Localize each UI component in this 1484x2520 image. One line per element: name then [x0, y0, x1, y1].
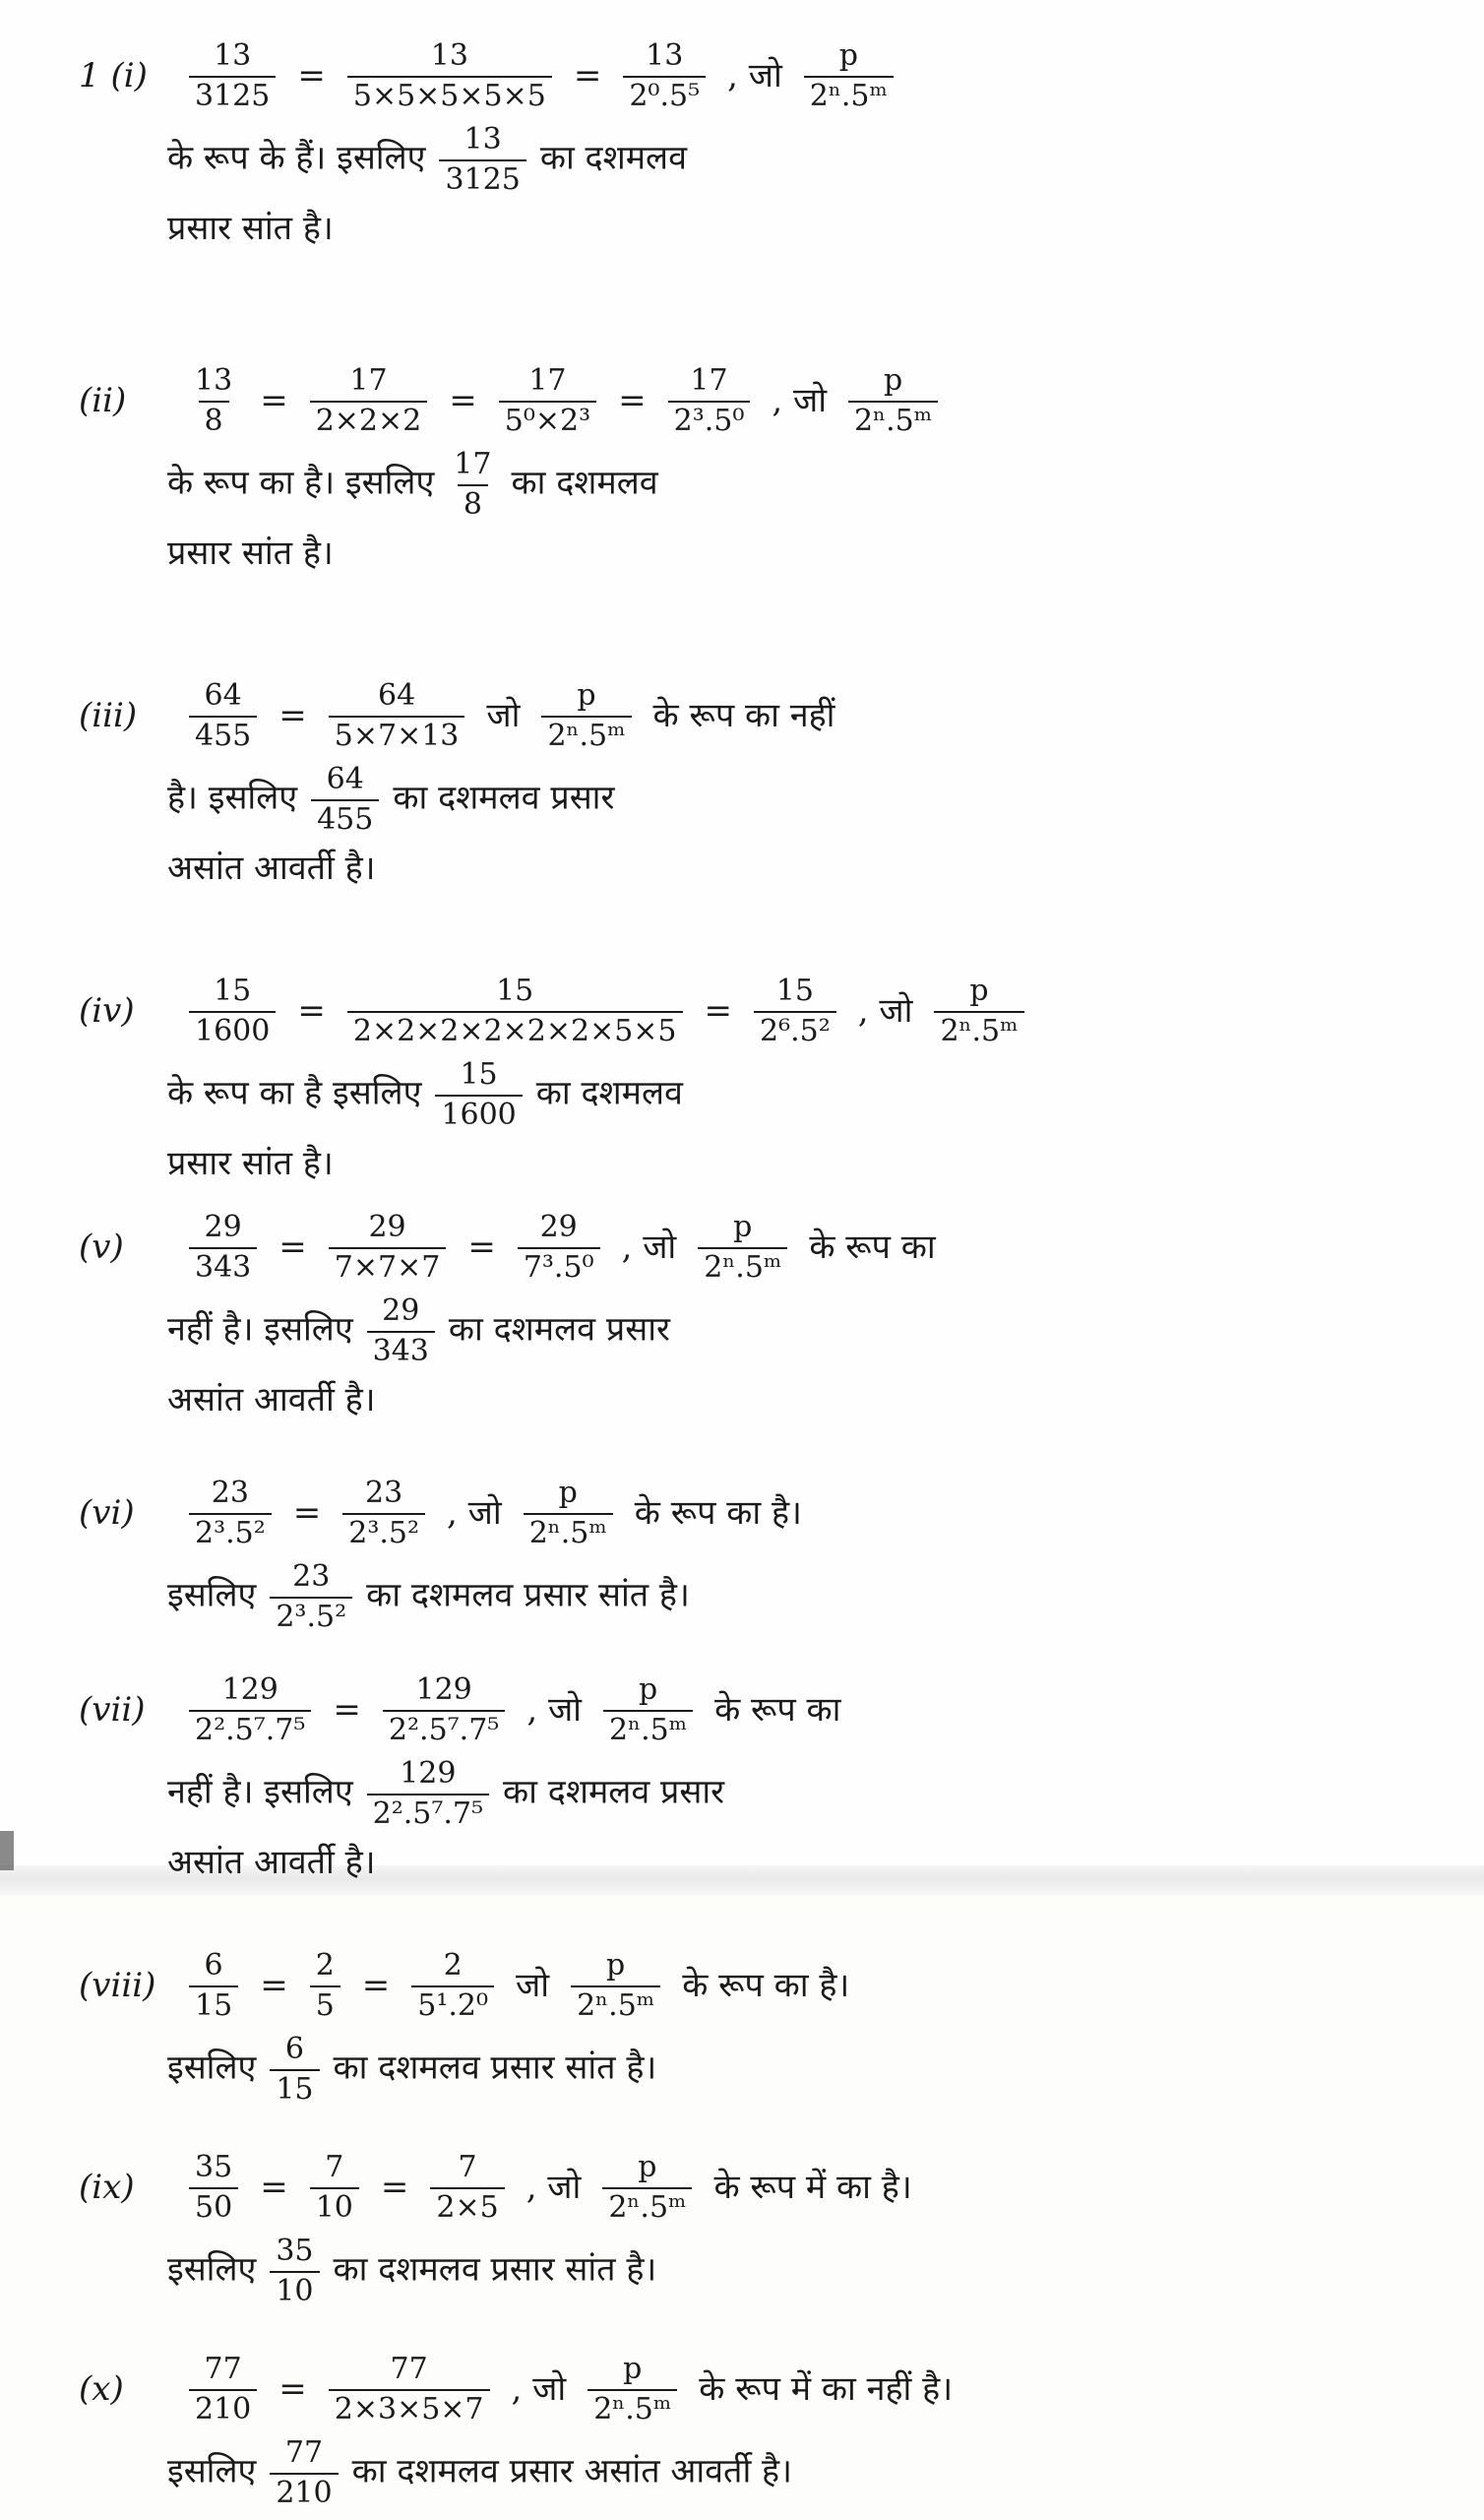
explanation-text: का दशमलव [539, 138, 688, 178]
jo-text: , जो [857, 990, 913, 1031]
explanation-text: के रूप के हैं। इसलिए [167, 138, 426, 178]
numerator: 77 [284, 2435, 324, 2470]
denominator: 2ⁿ.5ᵐ [934, 1011, 1023, 1049]
equals-sign: = [297, 55, 326, 95]
numerator: 77 [390, 2352, 428, 2386]
denominator: 455 [189, 716, 257, 754]
numerator: 64 [204, 678, 242, 713]
question-1-i [79, 39, 1397, 252]
explanation-text: का दशमलव प्रसार सांत है। [366, 1575, 690, 1615]
denominator: 7×7×7 [329, 1247, 447, 1286]
equals-sign: = [260, 380, 288, 420]
explanation-text: का दशमलव प्रसार [503, 1772, 725, 1812]
fraction [343, 39, 556, 113]
denominator: 2ⁿ.5ᵐ [603, 1710, 693, 1748]
question-label: (vii) [79, 1689, 146, 1730]
conclusion-line: प्रसार सांत है। [167, 209, 334, 248]
explanation-line [79, 448, 1397, 522]
numerator: 129 [221, 1672, 278, 1707]
numerator: p [969, 974, 989, 1008]
denominator: 15 [270, 2069, 319, 2108]
jo-text: , जो [526, 2167, 582, 2207]
question-viii [79, 1949, 1397, 2107]
denominator: 15 [189, 1985, 238, 2024]
fraction [185, 39, 279, 113]
form-fraction [930, 975, 1027, 1048]
explanation-text: का दशमलव प्रसार असांत आवर्ती है। [351, 2451, 792, 2491]
equals-sign: = [361, 1965, 391, 2005]
denominator: 2².5⁷.7⁵ [189, 1710, 311, 1748]
denominator: 2³.5² [342, 1513, 425, 1551]
numerator: 29 [382, 1293, 420, 1328]
question-label: (v) [79, 1227, 124, 1267]
equation-row [79, 39, 1397, 113]
numerator: 35 [195, 2150, 233, 2184]
denominator: 2ⁿ.5ᵐ [524, 1513, 613, 1551]
denominator: 2ⁿ.5ᵐ [602, 2187, 692, 2226]
denominator: 2⁰.5⁵ [623, 76, 706, 114]
explanation-line [79, 2235, 1397, 2308]
fraction [495, 364, 600, 438]
numerator: 129 [415, 1672, 472, 1707]
equals-sign: = [449, 380, 477, 420]
conclusion-line: असांत आवर्ती है। [167, 849, 376, 888]
denominator: 7³.5⁰ [518, 1247, 600, 1286]
equation-row [79, 679, 1397, 753]
denominator: 2ⁿ.5ᵐ [698, 1247, 787, 1286]
question-v [79, 1211, 1397, 1423]
question-iv [79, 975, 1397, 1187]
reference-fraction [444, 448, 501, 522]
denominator: 2ⁿ.5ᵐ [804, 76, 894, 114]
denominator: 1600 [435, 1095, 522, 1133]
fraction [514, 1211, 604, 1285]
equation-row [79, 364, 1397, 438]
numerator: 15 [460, 1057, 498, 1092]
equals-sign: = [260, 2167, 288, 2207]
jo-text: , जो [511, 2368, 567, 2409]
denominator: 8 [458, 484, 488, 523]
explanation-line [79, 1560, 1397, 1634]
equation-row [79, 2353, 1397, 2426]
fraction [426, 2151, 508, 2225]
reference-fraction [363, 1757, 493, 1831]
equation-row [79, 1949, 1397, 2023]
question-ix [79, 2151, 1397, 2308]
fraction [306, 364, 432, 438]
numerator: p [577, 678, 596, 713]
numerator: p [623, 2352, 643, 2386]
jo-text: , जो [447, 1492, 502, 1533]
fraction [343, 975, 687, 1048]
equals-sign: = [278, 1227, 307, 1267]
question-ii [79, 364, 1397, 577]
denominator: 2×5 [430, 2187, 504, 2226]
numerator: p [558, 1476, 578, 1510]
denominator: 2ⁿ.5ᵐ [541, 716, 631, 754]
explanation-text: का दशमलव प्रसार सांत है। [333, 2048, 657, 2088]
denominator: 50 [189, 2187, 238, 2226]
question-x [79, 2353, 1397, 2510]
jo-text: , जो [526, 1689, 582, 1730]
form-fraction [844, 364, 942, 438]
explanation-line [79, 763, 1397, 837]
numerator: 7 [325, 2150, 344, 2184]
question-label: (ii) [79, 380, 127, 420]
form-fraction [584, 2353, 681, 2426]
after-text: के रूप का [809, 1227, 936, 1267]
fraction [185, 1211, 261, 1285]
form-fraction [520, 1477, 617, 1550]
explanation-line [79, 2436, 1397, 2510]
denominator: 8 [199, 401, 229, 439]
numerator: 64 [377, 678, 416, 713]
fraction [185, 1477, 276, 1550]
denominator: 2ⁿ.5ᵐ [587, 2389, 677, 2427]
denominator: 2×3×5×7 [329, 2389, 490, 2427]
fraction [379, 1673, 509, 1747]
denominator: 2².5⁷.7⁵ [383, 1710, 505, 1748]
form-fraction [567, 1949, 664, 2023]
explanation-text: का दशमलव [535, 1073, 683, 1113]
form-fraction [599, 1673, 697, 1747]
equation-row [79, 1477, 1397, 1550]
numerator: 29 [539, 1210, 578, 1244]
explanation-text: का दशमलव प्रसार [448, 1309, 670, 1350]
conclusion-line: प्रसार सांत है। [167, 1144, 334, 1183]
explanation-line [79, 1757, 1397, 1831]
form-fraction [800, 39, 897, 113]
fraction [185, 975, 279, 1048]
numerator: 23 [211, 1476, 249, 1510]
equation-row [79, 1673, 1397, 1747]
explanation-text: इसलिए [167, 2249, 257, 2290]
fraction [185, 1949, 242, 2023]
numerator: 129 [400, 1756, 457, 1791]
numerator: 15 [775, 974, 814, 1008]
explanation-text: के रूप का है। इसलिए [167, 463, 435, 503]
numerator: 2 [443, 1948, 463, 1983]
explanation-text: नहीं है। इसलिए [167, 1772, 353, 1812]
numerator: 13 [430, 38, 468, 73]
equals-sign: = [333, 1689, 361, 1730]
numerator: 17 [690, 363, 728, 398]
reference-fraction [307, 763, 383, 837]
denominator: 2ⁿ.5ᵐ [571, 1985, 660, 2024]
numerator: 29 [204, 1210, 242, 1244]
fraction [325, 1211, 451, 1285]
numerator: p [606, 1948, 626, 1983]
equals-sign: = [704, 990, 733, 1031]
explanation-text: इसलिए [167, 2451, 257, 2491]
fraction [185, 2151, 242, 2225]
numerator: 35 [276, 2234, 314, 2268]
explanation-text: का दशमलव प्रसार [393, 778, 615, 818]
numerator: 17 [528, 363, 567, 398]
numerator: 23 [365, 1476, 403, 1510]
conclusion-line: असांत आवर्ती है। [167, 1380, 376, 1419]
explanation-line [79, 1294, 1397, 1368]
after-text: के रूप का है। [634, 1492, 802, 1533]
conclusion-line: असांत आवर्ती है। [167, 1843, 376, 1882]
denominator: 2³.5² [189, 1513, 272, 1551]
numerator: 23 [292, 1559, 331, 1594]
jo-text: जो [516, 1965, 550, 2005]
equation-row [79, 2151, 1397, 2225]
denominator: 5 [310, 1985, 340, 2024]
numerator: 17 [349, 363, 388, 398]
denominator: 10 [310, 2187, 359, 2226]
denominator: 5×5×5×5×5 [347, 76, 552, 114]
fraction [407, 1949, 498, 2023]
equation-row [79, 1211, 1397, 1285]
denominator: 343 [189, 1247, 257, 1286]
question-label: (x) [79, 2368, 124, 2409]
numerator: p [638, 2150, 657, 2184]
numerator: 13 [646, 38, 684, 73]
fraction [325, 679, 469, 753]
denominator: 3125 [189, 76, 276, 114]
numerator: 15 [214, 974, 252, 1008]
explanation-line [79, 1058, 1397, 1132]
fraction [306, 1949, 344, 2023]
explanation-text: इसलिए [167, 1575, 257, 1615]
denominator: 2⁶.5² [754, 1011, 836, 1049]
after-text: के रूप का है। [682, 1965, 850, 2005]
jo-text: , जो [772, 380, 828, 420]
numerator: 17 [454, 447, 492, 481]
fraction [339, 1477, 429, 1550]
numerator: 15 [496, 974, 534, 1008]
equation-row [79, 975, 1397, 1048]
after-text: के रूप में का है। [713, 2167, 912, 2207]
numerator: 13 [464, 122, 502, 157]
fraction [185, 679, 261, 753]
numerator: 13 [195, 363, 233, 398]
equals-sign: = [278, 2368, 307, 2409]
equals-sign: = [380, 2167, 409, 2207]
equals-sign: = [618, 380, 647, 420]
numerator: 6 [284, 2032, 304, 2066]
jo-text: , जो [621, 1227, 677, 1267]
fraction [185, 364, 242, 438]
explanation-text: है। इसलिए [167, 778, 298, 818]
denominator: 1600 [189, 1011, 276, 1049]
denominator: 2².5⁷.7⁵ [367, 1794, 489, 1832]
question-label: (ix) [79, 2167, 135, 2207]
reference-fraction [266, 2235, 323, 2308]
fraction [664, 364, 755, 438]
explanation-text: इसलिए [167, 2048, 257, 2088]
equals-sign: = [292, 1492, 322, 1533]
question-vi [79, 1477, 1397, 1634]
equals-sign: = [573, 55, 602, 95]
numerator: p [638, 1672, 658, 1707]
equals-sign: = [278, 695, 307, 735]
fraction [185, 2353, 261, 2426]
denominator: 2×2×2×2×2×2×5×5 [347, 1011, 683, 1049]
question-label: (viii) [79, 1965, 156, 2005]
denominator: 2³.5⁰ [668, 401, 751, 439]
edge-shadow [0, 1831, 14, 1870]
denominator: 5⁰×2³ [499, 401, 596, 439]
explanation-text: के रूप का है इसलिए [167, 1073, 422, 1113]
form-fraction [537, 679, 635, 753]
numerator: 6 [204, 1948, 223, 1983]
denominator: 2³.5² [270, 1597, 352, 1635]
question-label: 1 (i) [79, 55, 148, 95]
denominator: 2ⁿ.5ᵐ [848, 401, 938, 439]
explanation-text: का दशमलव [511, 463, 658, 503]
explanation-line [79, 123, 1397, 197]
denominator: 5¹.2⁰ [411, 1985, 494, 2024]
after-text: के रूप का नहीं [652, 695, 835, 735]
numerator: 64 [326, 762, 364, 796]
numerator: 2 [315, 1948, 335, 1983]
numerator: p [883, 363, 903, 398]
question-label: (iv) [79, 990, 135, 1031]
jo-text: , जो [727, 55, 782, 95]
numerator: 7 [458, 2150, 477, 2184]
denominator: 455 [311, 799, 379, 838]
question-label: (iii) [79, 695, 138, 735]
form-fraction [598, 2151, 696, 2225]
numerator: 29 [368, 1210, 406, 1244]
numerator: p [733, 1210, 753, 1244]
denominator: 10 [270, 2271, 319, 2309]
numerator: 13 [214, 38, 252, 73]
question-label: (vi) [79, 1492, 135, 1533]
after-text: के रूप का [714, 1689, 841, 1730]
after-text: के रूप में का नहीं है। [699, 2368, 954, 2409]
reference-fraction [266, 1560, 356, 1634]
equals-sign: = [467, 1227, 496, 1267]
conclusion-line: प्रसार सांत है। [167, 534, 334, 573]
fraction [750, 975, 840, 1048]
fraction [619, 39, 710, 113]
reference-fraction [431, 1058, 526, 1132]
explanation-text: नहीं है। इसलिए [167, 1309, 353, 1350]
reference-fraction [266, 2436, 341, 2510]
fraction [185, 1673, 315, 1747]
explanation-text: का दशमलव प्रसार सांत है। [333, 2249, 657, 2290]
equals-sign: = [297, 990, 326, 1031]
reference-fraction [363, 1294, 439, 1368]
fraction [306, 2151, 363, 2225]
fraction [325, 2353, 494, 2426]
numerator: p [838, 38, 858, 73]
explanation-line [79, 2033, 1397, 2107]
denominator: 3125 [439, 159, 526, 198]
denominator: 5×7×13 [329, 716, 465, 754]
question-iii [79, 679, 1397, 892]
numerator: 77 [204, 2352, 242, 2386]
denominator: 210 [270, 2473, 338, 2511]
reference-fraction [435, 123, 529, 197]
form-fraction [694, 1211, 791, 1285]
question-vii [79, 1673, 1397, 1886]
reference-fraction [266, 2033, 323, 2107]
equals-sign: = [260, 1965, 288, 2005]
denominator: 343 [367, 1331, 435, 1369]
denominator: 2×2×2 [310, 401, 428, 439]
denominator: 210 [189, 2389, 257, 2427]
jo-text: जो [486, 695, 521, 735]
